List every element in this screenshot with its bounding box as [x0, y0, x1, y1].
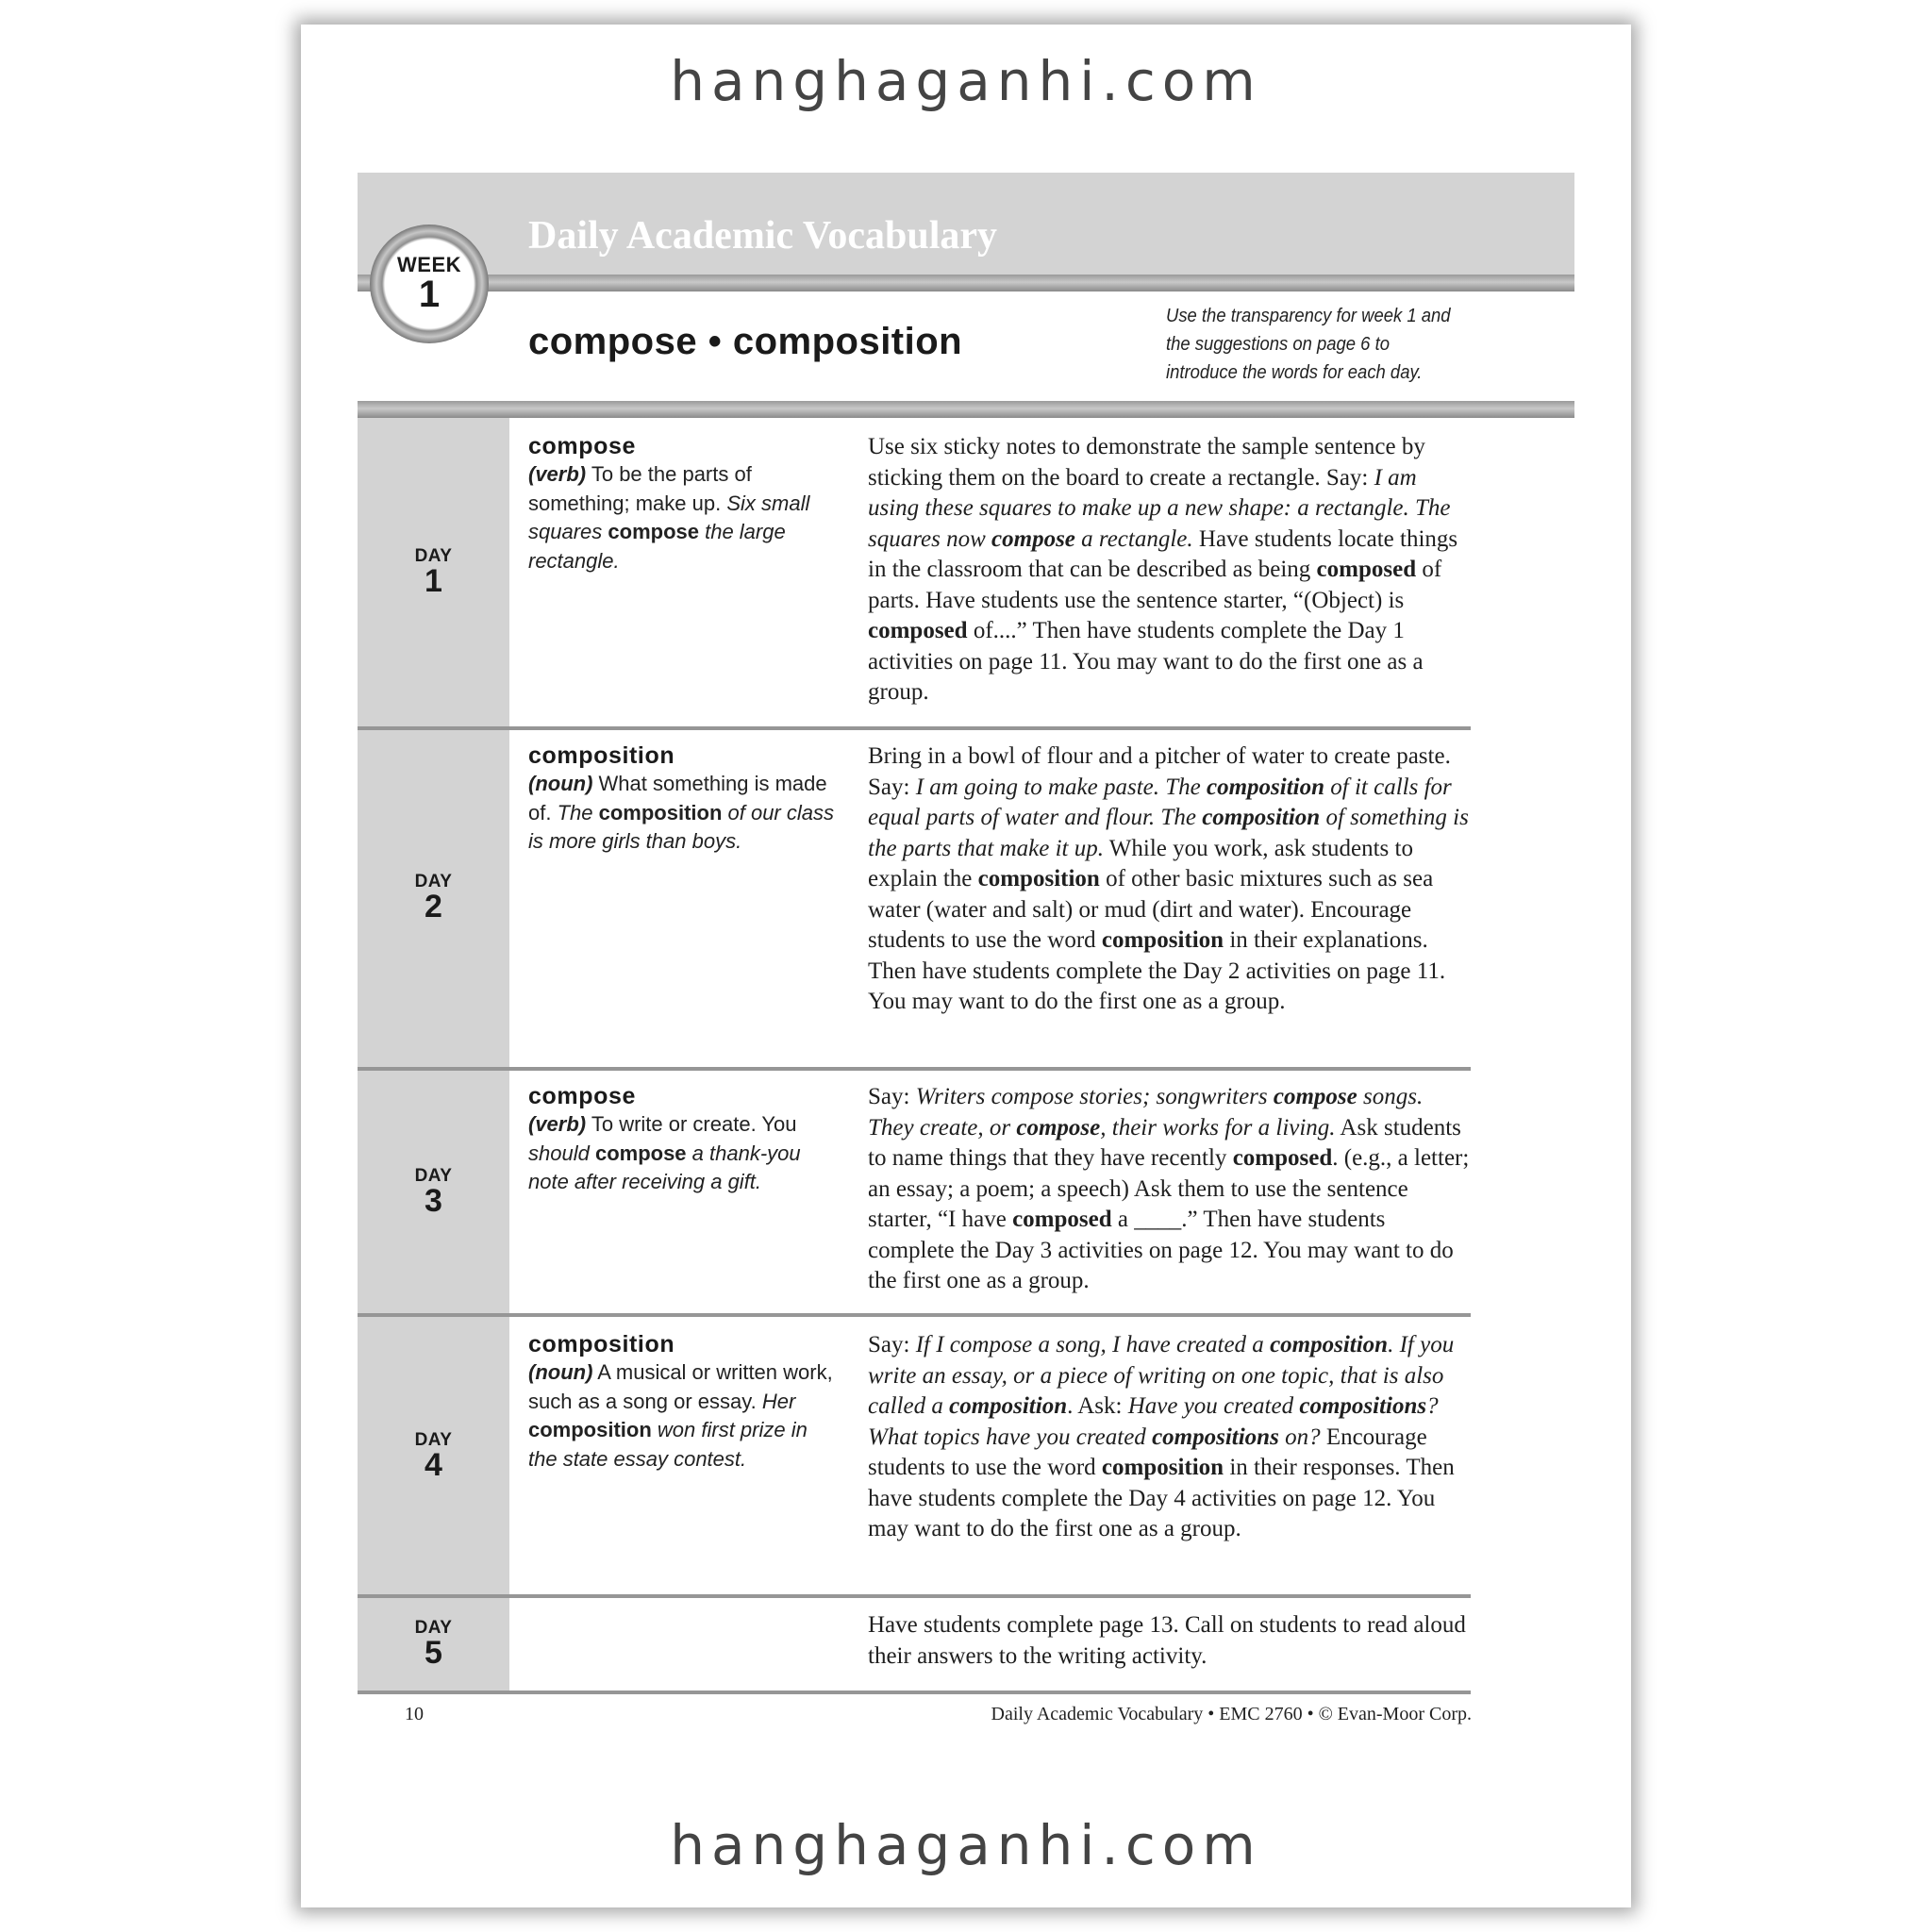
vocab-word: composition	[528, 1331, 675, 1357]
activity-day-1	[868, 432, 1472, 708]
activity-emphasis: composed	[1012, 1207, 1112, 1232]
activity-text: Have you created	[1127, 1393, 1300, 1419]
activity-emphasis: composition	[1101, 1455, 1224, 1480]
activity-emphasis: compose	[1273, 1084, 1357, 1109]
week-label: WEEK	[397, 253, 461, 276]
vocab-word: compose	[528, 1083, 636, 1109]
week-badge	[370, 225, 489, 343]
activity-text: I am using these squares to make up a new shape: a rectangle. The squares now	[868, 464, 1451, 552]
part-of-speech: (verb)	[528, 1112, 587, 1136]
day-label-5	[358, 1618, 509, 1671]
example-text: should	[528, 1141, 595, 1165]
activity-text: in their responses. Then have students complete the Day 4 activities on page 12. You may want to do the first one as a group.	[868, 1455, 1455, 1541]
header-instruction-note: Use the transparency for week 1 and the suggestions on page 6 to introduce the words for each day.	[1166, 305, 1451, 383]
activity-text: on?	[1278, 1424, 1321, 1450]
activity-text: a ____.” Then have students complete the Day 3 activities on page 12. You may want to do the first one as a group.	[868, 1207, 1454, 1293]
activity-text: Say:	[868, 1084, 916, 1109]
header-rule-top	[358, 275, 1574, 291]
activity-text: of other basic mixtures such as sea water (water and salt) or mud (dirt and water). Encourage students to use the word	[868, 866, 1434, 953]
definition-text: A musical or written work, such as a song or essay.	[528, 1360, 833, 1413]
activity-text: in their explanations. Then have students complete the Day 2 activities on page 11. You may want to do the first one as a group.	[868, 927, 1446, 1014]
activity-text: Bring in a bowl of flour and a pitcher of water to create paste. Say:	[868, 743, 1451, 800]
activity-emphasis: composition	[977, 866, 1100, 891]
activity-text: I am going to make paste. The	[915, 774, 1207, 800]
example-text: won first prize in the state essay contest.	[528, 1418, 808, 1471]
activity-emphasis: composed	[1316, 557, 1417, 582]
example-text: the large rectangle.	[528, 520, 786, 573]
activity-emphasis: composition	[1207, 774, 1325, 800]
day-number: 3	[425, 1183, 442, 1219]
example-text: The	[551, 800, 599, 824]
day-label-3	[358, 1166, 509, 1219]
day-number: 4	[425, 1447, 442, 1483]
example-emphasis: composition	[528, 1418, 652, 1441]
week-number: 1	[418, 274, 441, 315]
activity-emphasis: composition	[1202, 805, 1321, 830]
definition-day-1	[528, 432, 840, 575]
example-emphasis: compose	[608, 520, 699, 543]
example-text: Six small squares	[528, 491, 810, 543]
activity-text: of parts. Have students use the sentence starter, “(Object) is	[868, 557, 1442, 613]
activity-emphasis: composed	[868, 618, 968, 643]
activity-emphasis: compose	[991, 525, 1075, 552]
activity-text: If I compose a song, I have created a	[915, 1332, 1271, 1357]
example-text: Her	[756, 1389, 796, 1413]
definition-text: To write or create.	[586, 1112, 757, 1136]
activity-emphasis: compositions	[1152, 1424, 1279, 1450]
day-label-1	[358, 546, 509, 599]
activity-text: While you work, ask students to explain the	[868, 835, 1413, 891]
footer-credit: Daily Academic Vocabulary • EMC 2760 • © Evan-Moor Corp.	[991, 1704, 1472, 1724]
activity-emphasis: composition	[1270, 1332, 1389, 1357]
row-divider	[358, 1690, 1471, 1694]
activity-emphasis: composed	[1232, 1145, 1333, 1171]
day-label-4	[358, 1430, 509, 1483]
row-divider	[358, 726, 1471, 730]
part-of-speech: (noun)	[528, 772, 593, 795]
example-sentence	[528, 801, 834, 854]
part-of-speech: (noun)	[528, 1360, 593, 1384]
definition-text: What something is made of.	[528, 772, 827, 824]
activity-text: . If you write an essay, or a piece of writing on one topic, that is also called a	[868, 1332, 1455, 1419]
activity-text: ? What topics have you created	[868, 1393, 1439, 1450]
activity-text: songs. They create, or	[868, 1084, 1424, 1141]
day-number: 5	[425, 1635, 442, 1671]
example-text: of our class is more girls than boys.	[528, 800, 834, 853]
activity-text: Have students locate things in the classroom that can be described as being	[868, 525, 1458, 582]
activity-day-2	[868, 741, 1472, 1018]
day-number: 2	[425, 889, 442, 924]
page-number: 10	[405, 1704, 424, 1724]
day-column	[358, 418, 509, 1692]
part-of-speech: (verb)	[528, 462, 587, 486]
example-emphasis: compose	[594, 1141, 687, 1165]
activity-emphasis: compositions	[1299, 1393, 1427, 1419]
page-header-title: Daily Academic Vocabulary	[528, 214, 998, 258]
definition-day-4	[528, 1330, 840, 1474]
definition-text: To be the parts of something; make up.	[528, 462, 752, 515]
watermark-top: hanghaganhi.com	[670, 49, 1262, 113]
activity-day-4	[868, 1330, 1472, 1545]
day-label-2	[358, 873, 509, 922]
activity-emphasis: composition	[949, 1393, 1068, 1419]
activity-text: of it calls for equal parts of water and flour. The	[868, 774, 1452, 830]
activity-text: . Ask:	[1067, 1393, 1128, 1419]
row-divider	[358, 1067, 1471, 1071]
vocab-word: composition	[528, 742, 675, 769]
day-number: 1	[425, 563, 442, 599]
row-divider	[358, 1594, 1471, 1598]
activity-text: a rectangle.	[1074, 525, 1193, 552]
activity-text: Writers compose stories; songwriters	[915, 1084, 1274, 1109]
activity-text: Have students complete page 13. Call on students to read aloud their answers to the writing activity.	[868, 1612, 1466, 1669]
vocabulary-words-title: compose • composition	[528, 321, 963, 362]
activity-text: Use six sticky notes to demonstrate the sample sentence by sticking them on the board to create a rectangle. Say:	[868, 434, 1425, 491]
activity-emphasis: composition	[1101, 927, 1224, 953]
day-text: DAY	[414, 872, 453, 891]
day-text: DAY	[414, 1166, 453, 1186]
vocab-word: compose	[528, 433, 636, 459]
activity-text: of something is the parts that make it up.	[868, 805, 1469, 861]
example-emphasis: composition	[598, 800, 723, 824]
activity-day-3	[868, 1082, 1472, 1297]
activity-text: Encourage students to use the word	[868, 1424, 1427, 1480]
activity-text: Ask students to name things that they have recently	[868, 1114, 1461, 1171]
day-text: DAY	[414, 546, 453, 566]
definition-day-3	[528, 1082, 840, 1197]
day-text: DAY	[414, 1618, 453, 1638]
row-divider	[358, 1313, 1471, 1317]
activity-text: Say:	[868, 1332, 916, 1357]
activity-text: , their works for a living.	[1100, 1114, 1336, 1141]
day-text: DAY	[414, 1430, 453, 1450]
header-rule-bottom	[358, 401, 1574, 418]
example-text: a thank-you note after receiving a gift.	[528, 1141, 801, 1193]
activity-text: of....” Then have students complete the Day 1 activities on page 11. You may want to do the first one as a group.	[868, 618, 1424, 705]
activity-day-5	[868, 1610, 1472, 1672]
definition-day-2	[528, 741, 840, 857]
example-text: You	[756, 1112, 797, 1136]
activity-text: . (e.g., a letter; an essay; a poem; a speech) Ask them to use the sentence starter, “I have	[868, 1145, 1470, 1232]
activity-emphasis: compose	[1016, 1114, 1101, 1141]
watermark-bottom: hanghaganhi.com	[670, 1813, 1262, 1877]
